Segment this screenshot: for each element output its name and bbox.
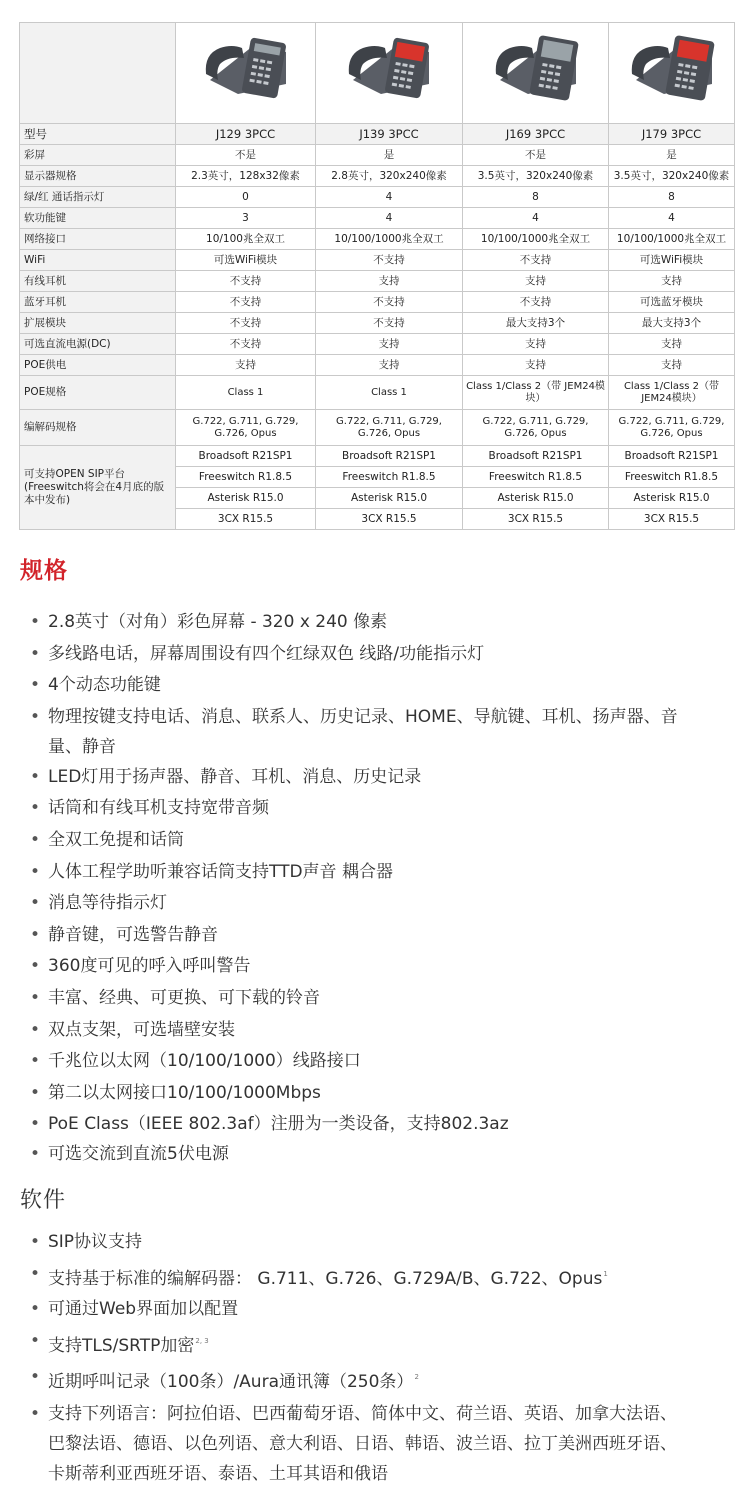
table-cell: Freeswitch R1.8.5 [463, 467, 609, 488]
row-label: 可选直流电源(DC) [20, 334, 176, 355]
phone-image-cell [176, 23, 316, 124]
table-row [20, 166, 735, 187]
table-cell: Broadsoft R21SP1 [463, 446, 609, 467]
table-cell: 2.3英寸，128x32像素 [176, 166, 316, 187]
footnote-marker: 2 [414, 1373, 419, 1382]
phone-image-row [20, 23, 735, 124]
table-cell: 不支持 [463, 250, 609, 271]
row-label: 软功能键 [20, 208, 176, 229]
table-cell: 3CX R15.5 [316, 509, 463, 530]
phone-image-j179 [624, 34, 720, 112]
phone-image-cell [609, 23, 735, 124]
spec-item: • 丰富、经典、可更换、可下载的铃音 [30, 983, 690, 1015]
spec-item: • 全双工免提和话筒 [30, 825, 690, 857]
spec-item: • LED灯用于扬声器、静音、耳机、消息、历史记录 [30, 762, 690, 794]
spec-item: • 千兆位以太网（10/100/1000）线路接口 [30, 1046, 690, 1078]
table-cell: G.722, G.711, G.729, G.726, Opus [463, 410, 609, 446]
spec-rows [20, 145, 735, 376]
image-row-label [20, 23, 176, 124]
table-cell: 支持 [463, 355, 609, 376]
spec-item: • PoE Class（IEEE 802.3af）注册为一类设备，支持802.3az [30, 1109, 690, 1139]
model-name: J139 3PCC [316, 124, 463, 145]
phone-image-j129 [198, 34, 294, 112]
table-cell: Freeswitch R1.8.5 [176, 467, 316, 488]
table-cell: 10/100/1000兆全双工 [609, 229, 735, 250]
software-item-text: SIP协议支持 [48, 1232, 143, 1252]
table-cell: 不支持 [176, 313, 316, 334]
table-cell: Class 1 [316, 376, 463, 410]
table-cell: Class 1/Class 2（带 JEM24模块） [609, 376, 735, 410]
table-cell: Broadsoft R21SP1 [609, 446, 735, 467]
footnote-marker: 1 [603, 1269, 608, 1278]
model-name: J129 3PCC [176, 124, 316, 145]
spec-item: • 人体工程学助听兼容话筒支持TTD声音 耦合器 [30, 857, 690, 889]
spec-item: • 4个动态功能键 [30, 670, 690, 702]
table-cell: Class 1 [176, 376, 316, 410]
table-cell: 不支持 [316, 250, 463, 271]
table-cell: 3.5英寸，320x240像素 [609, 166, 735, 187]
table-cell: 4 [316, 208, 463, 229]
spec-item: • 2.8英寸（对角）彩色屏幕 - 320 x 240 像素 [30, 607, 690, 639]
spec-item: • 第二以太网接口10/100/1000Mbps [30, 1078, 690, 1110]
table-cell: 支持 [316, 271, 463, 292]
table-row [20, 313, 735, 334]
table-cell: 最大支持3个 [463, 313, 609, 334]
footnote-marker: 2, 3 [195, 1336, 209, 1345]
software-item [30, 1294, 690, 1326]
table-cell: 不支持 [176, 271, 316, 292]
table-cell: 10/100兆全双工 [176, 229, 316, 250]
software-section-title: 软件 [20, 1188, 67, 1213]
table-cell: 不是 [176, 145, 316, 166]
table-cell: Broadsoft R21SP1 [316, 446, 463, 467]
table-cell: G.722, G.711, G.729, G.726, Opus [316, 410, 463, 446]
row-label: 网络接口 [20, 229, 176, 250]
software-item [30, 1326, 690, 1363]
table-cell: 支持 [316, 355, 463, 376]
software-item-text: 支持下列语言：阿拉伯语、巴西葡萄牙语、简体中文、荷兰语、英语、加拿大法语、巴黎法语、德语、以色列语、意大利语、日语、韩语、波兰语、拉丁美洲西班牙语、卡斯蒂利亚西班牙语、泰语、土耳其语和俄语 [48, 1404, 677, 1485]
table-cell: 最大支持3个 [609, 313, 735, 334]
table-cell: 10/100/1000兆全双工 [316, 229, 463, 250]
row-label: 蓝牙耳机 [20, 292, 176, 313]
table-row [20, 250, 735, 271]
table-cell: 2.8英寸，320x240像素 [316, 166, 463, 187]
table-cell: Class 1/Class 2（带 JEM24模块） [463, 376, 609, 410]
table-cell: 不支持 [463, 292, 609, 313]
table-cell: 不支持 [176, 292, 316, 313]
phone-image-cell [463, 23, 609, 124]
table-cell: G.722, G.711, G.729, G.726, Opus [176, 410, 316, 446]
row-label: WiFi [20, 250, 176, 271]
model-name: J169 3PCC [463, 124, 609, 145]
row-label: POE供电 [20, 355, 176, 376]
table-cell: Asterisk R15.0 [176, 488, 316, 509]
table-cell: 支持 [609, 355, 735, 376]
software-item-text: 支持TLS/SRTP加密 [48, 1335, 195, 1356]
row-label: 显示器规格 [20, 166, 176, 187]
table-row [20, 410, 735, 446]
software-item [30, 1362, 690, 1399]
table-cell: 支持 [463, 334, 609, 355]
table-row [20, 208, 735, 229]
spec-item: • 可选交流到直流5伏电源 [30, 1139, 690, 1171]
model-header-label: 型号 [20, 124, 176, 145]
table-cell: 支持 [316, 334, 463, 355]
table-cell: 4 [609, 208, 735, 229]
spec-section-title: 规格 [20, 558, 68, 584]
table-cell: 不支持 [316, 292, 463, 313]
phone-image-j139 [341, 34, 437, 112]
comparison-table [19, 22, 735, 530]
table-cell: 支持 [176, 355, 316, 376]
software-item-text: 近期呼叫记录（100条）/Aura通讯簿（250条） [48, 1372, 414, 1393]
spec-item: • 话筒和有线耳机支持宽带音频 [30, 793, 690, 825]
table-row [20, 355, 735, 376]
software-list [30, 1227, 690, 1489]
table-cell: 3CX R15.5 [463, 509, 609, 530]
table-cell: 3 [176, 208, 316, 229]
spec-list [30, 607, 690, 1171]
table-cell: 可选WiFi模块 [609, 250, 735, 271]
spec-item: • 360度可见的呼入呼叫警告 [30, 951, 690, 983]
table-row [20, 187, 735, 208]
table-cell: 支持 [609, 271, 735, 292]
table-cell: 4 [463, 208, 609, 229]
spec-item: • 消息等待指示灯 [30, 888, 690, 920]
spec-item: • 双点支架，可选墙壁安装 [30, 1015, 690, 1047]
row-label: 彩屏 [20, 145, 176, 166]
row-label: 扩展模块 [20, 313, 176, 334]
table-cell: 3.5英寸，320x240像素 [463, 166, 609, 187]
table-row [20, 446, 735, 467]
spec-item: • 静音键，可选警告静音 [30, 920, 690, 952]
model-name: J179 3PCC [609, 124, 735, 145]
table-row [20, 271, 735, 292]
table-cell: 8 [463, 187, 609, 208]
software-item [30, 1399, 690, 1489]
sip-platform-label: 可支持OPEN SIP平台 (Freeswitch将会在4月底的版本中发布) [20, 446, 176, 530]
software-item-text: 可通过Web界面加以配置 [48, 1298, 239, 1319]
software-item-text: 支持基于标准的编解码器： G.711、G.726、G.729A/B、G.722、Opus [48, 1268, 603, 1289]
table-cell: 是 [609, 145, 735, 166]
spec-item: • 多线路电话，屏幕周围设有四个红绿双色 线路/功能指示灯 [30, 639, 690, 671]
phone-image-j169 [488, 34, 584, 112]
table-cell: 是 [316, 145, 463, 166]
table-cell: Broadsoft R21SP1 [176, 446, 316, 467]
table-row [20, 229, 735, 250]
table-cell: Freeswitch R1.8.5 [316, 467, 463, 488]
software-item [30, 1259, 690, 1294]
table-cell: Asterisk R15.0 [316, 488, 463, 509]
table-cell: 不支持 [316, 313, 463, 334]
row-label: 编解码规格 [20, 410, 176, 446]
software-item [30, 1227, 690, 1259]
table-cell: 支持 [609, 334, 735, 355]
table-cell: 3CX R15.5 [609, 509, 735, 530]
table-cell: 支持 [463, 271, 609, 292]
table-cell: 0 [176, 187, 316, 208]
table-cell: 4 [316, 187, 463, 208]
table-cell: G.722, G.711, G.729, G.726, Opus [609, 410, 735, 446]
table-cell: Freeswitch R1.8.5 [609, 467, 735, 488]
table-cell: 不支持 [176, 334, 316, 355]
table-cell: 8 [609, 187, 735, 208]
table-cell: 10/100/1000兆全双工 [463, 229, 609, 250]
row-label: 有线耳机 [20, 271, 176, 292]
table-row [20, 376, 735, 410]
table-cell: Asterisk R15.0 [463, 488, 609, 509]
phone-image-cell [316, 23, 463, 124]
table-cell: Asterisk R15.0 [609, 488, 735, 509]
table-row [20, 334, 735, 355]
table-row [20, 145, 735, 166]
table-cell: 可选WiFi模块 [176, 250, 316, 271]
row-label: 绿/红 通话指示灯 [20, 187, 176, 208]
table-row [20, 292, 735, 313]
model-row [20, 124, 735, 145]
spec-item: • 物理按键支持电话、消息、联系人、历史记录、HOME、导航键、耳机、扬声器、音量、静音 [30, 702, 690, 762]
row-label: POE规格 [20, 376, 176, 410]
table-cell: 可选蓝牙模块 [609, 292, 735, 313]
table-cell: 不是 [463, 145, 609, 166]
table-cell: 3CX R15.5 [176, 509, 316, 530]
